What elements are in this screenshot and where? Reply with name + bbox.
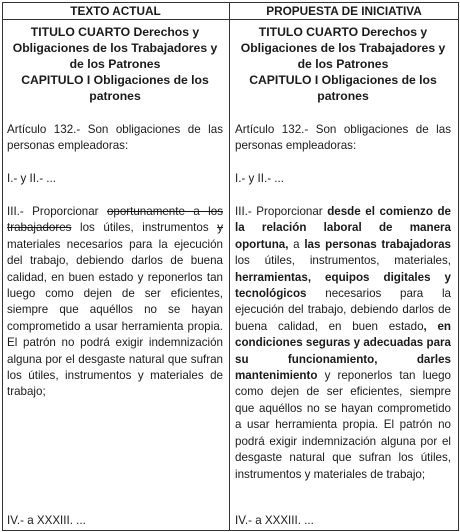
text-run: III.- Proporcionar: [235, 205, 328, 218]
title-line: de los Patrones: [69, 57, 161, 71]
added-text: las personas trabajadoras: [304, 237, 452, 251]
added-text: desde el comienzo de la relación laboral de manera oportuna,: [235, 205, 451, 251]
text-run: III.- Proporcionar: [7, 205, 107, 218]
chapter-line: patrones: [317, 89, 369, 103]
text-run: los útiles, instrumentos: [71, 221, 218, 235]
text-run: necesarios para la ejecución del trabajo, debiendo darlos de buena calidad, en buen estado: [235, 287, 451, 333]
title-block: [235, 24, 451, 104]
title-line: Obligaciones de los Trabajadores y: [12, 41, 218, 55]
text-run: y reponerlos tan luego como dejen de ser eficientes, siempre que aquéllos no se hayan comprometido a usar herramienta propia. El patrón no podrá exigir indemnización alguna por el desgaste natural que sufran los útiles, instrumentos y materiales de trabajo;: [235, 369, 451, 481]
added-text: herramientas, equipos digitales y tecnológicos: [235, 270, 451, 301]
article-intro: Artículo 132.- Son obligaciones de las personas empleadoras:: [7, 123, 223, 153]
fraction-i-ii: I.- y II.- ...: [235, 172, 284, 185]
title-line: Obligaciones de los Trabajadores y: [240, 41, 446, 55]
chapter-line: patrones: [89, 89, 141, 103]
text-run: a: [288, 237, 305, 251]
fraction-i-ii: I.- y II.- ...: [7, 172, 56, 185]
fraction-iv-xxxiii: IV.- a XXXIII. ...: [235, 514, 314, 527]
title-line: TITULO CUARTO Derechos y: [258, 25, 428, 39]
deleted-text: y: [217, 221, 223, 235]
current-text-column: [7, 24, 223, 527]
title-line: de los Patrones: [297, 57, 389, 71]
article-intro: Artículo 132.- Son obligaciones de las personas empleadoras:: [235, 123, 451, 153]
header-proposal: PROPUESTA DE INICIATIVA: [266, 4, 422, 18]
title-block: [7, 24, 223, 104]
fraction-iv-xxxiii: IV.- a XXXIII. ...: [7, 514, 86, 527]
deleted-text: oportunamente a los trabajadores: [7, 205, 223, 235]
fraction-iii-current: [7, 204, 223, 401]
column-divider: [229, 2, 230, 531]
added-text: , en condiciones seguras y adecuadas para su funcionamiento, darles mantenimiento: [235, 319, 451, 383]
text-run: materiales necesarios para la ejecución del trabajo, debiendo darlos de buena calidad, en buen estado y reponerlos tan luego como dejen de ser eficientes, siempre que aquéllos no se hayan comprometido a usar herramienta propia. El patrón no podrá exigir indemnización alguna por el desgaste natural que sufran los útiles, instrumentos y materiales de trabajo;: [7, 237, 223, 399]
title-line: TITULO CUARTO Derechos y: [30, 25, 200, 39]
header-current-text: TEXTO ACTUAL: [70, 4, 161, 18]
fraction-iii-proposal: [235, 204, 451, 483]
chapter-line: CAPITULO I Obligaciones de los: [249, 73, 437, 87]
text-run: los útiles, instrumentos, materiales,: [235, 254, 451, 268]
proposal-column: [235, 24, 452, 527]
chapter-line: CAPITULO I Obligaciones de los: [21, 73, 209, 87]
header-divider: [2, 19, 459, 20]
